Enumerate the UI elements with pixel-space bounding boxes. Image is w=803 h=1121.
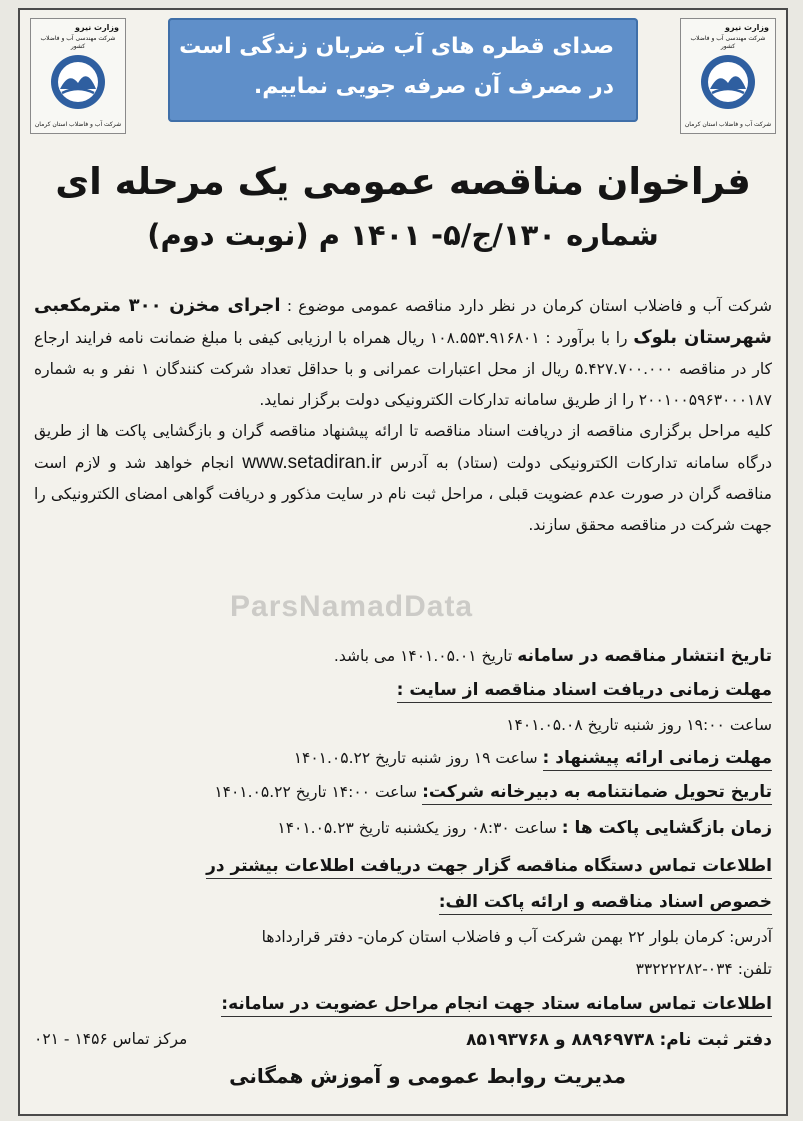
registration-office-phones: ۸۸۹۶۹۷۳۸ و ۸۵۱۹۳۷۶۸ — [466, 1030, 655, 1050]
registration-office-label: دفتر ثبت نام: — [659, 1030, 772, 1050]
slogan-line-2: در مصرف آن صرفه جویی نماییم. — [253, 74, 614, 99]
contact-address: آدرس: کرمان بلوار ۲۲ بهمن شرکت آب و فاضلاب استان کرمان- دفتر قراردادها — [261, 928, 772, 946]
docs-deadline-label-row — [34, 680, 772, 700]
setad-contact-heading: اطلاعات تماس سامانه ستاد جهت انجام مراحل عضویت در سامانه: — [221, 994, 772, 1017]
setad-contact-heading-row — [34, 994, 772, 1014]
phone-row — [34, 960, 772, 978]
contact-heading-row-1 — [34, 856, 772, 876]
offer-deadline-label: مهلت زمانی ارائه پیشنهاد : — [543, 748, 772, 771]
paragraph-procedure-intro: کلیه مراحل برگزاری مناقصه از دریافت اسناد مناقصه تا ارائه پیشنهاد مناقصه گران و بازگشایی پاکت ها از طریق درگاه سامانه تدارکات الکترونیکی دولت (ستاد) به آدرس — [34, 422, 772, 472]
slogan-line-1: صدای قطره های آب ضربان زندگی است — [179, 34, 614, 59]
contact-heading-row-2 — [34, 892, 772, 912]
call-center-number: مرکز تماس ۱۴۵۶ - ۰۲۱ — [34, 1030, 188, 1048]
opening-time-label: زمان بازگشایی پاکت ها : — [561, 818, 772, 838]
water-drop-emblem-icon — [699, 53, 757, 111]
opening-time-value: ساعت ۰۸:۳۰ روز یکشنبه تاریخ ۱۴۰۱.۰۵.۲۳ — [277, 819, 557, 837]
slogan-banner — [168, 18, 638, 122]
setad-website-link[interactable]: www.setadiran.ir — [242, 452, 382, 473]
contact-heading-line-1: اطلاعات تماس دستگاه مناقصه گزار جهت دریافت اطلاعات بیشتر در — [206, 856, 772, 879]
paragraph-procedure — [34, 416, 772, 541]
paragraph-subject — [34, 290, 772, 416]
guarantee-delivery-label: تاریخ تحویل ضمانتنامه به دبیرخانه شرکت: — [422, 782, 772, 805]
issuer-signature: مدیریت روابط عمومی و آموزش همگانی — [229, 1064, 626, 1088]
paragraph-procedure-details: انجام خواهد شد و لازم است مناقصه گران در صورت عدم عضویت قبلی ، مراحل ثبت نام در سایت مذکور و دریافت گواهی امضای الکترونیکی را جهت شرکت در مناقصه محقق سازند. — [34, 454, 772, 534]
logo-ministry-text: وزارت نیرو — [75, 23, 119, 32]
opening-time-row — [34, 818, 772, 838]
publish-date-row — [34, 646, 772, 666]
tender-notice — [18, 8, 788, 1116]
docs-deadline-value-row — [34, 716, 772, 734]
offer-deadline-value: ساعت ۱۹ روز شنبه تاریخ ۱۴۰۱.۰۵.۲۲ — [293, 749, 538, 767]
company-logo-left — [30, 18, 126, 134]
publisher-watermark: ParsNamadData — [230, 590, 474, 623]
logo-ministry-text: وزارت نیرو — [725, 23, 769, 32]
logo-province-text: شرکت آب و فاضلاب استان کرمان — [34, 121, 122, 128]
logo-company-text: شرکت مهندسی آب و فاضلاب کشور — [690, 35, 766, 50]
paragraph-subject-intro: شرکت آب و فاضلاب استان کرمان در نظر دارد مناقصه عمومی موضوع : — [286, 297, 772, 315]
contact-phone: تلفن: ۰۳۴-۳۳۲۲۲۲۸۲ — [635, 960, 772, 978]
company-logo-right — [680, 18, 776, 134]
guarantee-delivery-value: ساعت ۱۴:۰۰ تاریخ ۱۴۰۱.۰۵.۲۲ — [214, 783, 418, 801]
publish-date-value: تاریخ ۱۴۰۱.۰۵.۰۱ می باشد. — [333, 647, 513, 665]
guarantee-delivery-row — [34, 782, 772, 802]
docs-deadline-value: ساعت ۱۹:۰۰ روز شنبه تاریخ ۱۴۰۱.۰۵.۰۸ — [506, 716, 772, 734]
contact-heading-line-2: خصوص اسناد مناقصه و ارائه پاکت الف: — [439, 892, 772, 915]
paragraph-subject-details: را با برآورد : ۱۰۸.۵۵۳.۹۱۶۸۰۱ ریال همراه با ارزیابی کیفی با مبلغ ضمانت نامه فرایند ارجاع کار در مناقصه ۵.۴۲۷.۷۰۰.۰۰۰ ریال از محل اعتبارات عمرانی و با حداقل تعداد شرکت کنندگان ۱ نفر و به شماره ۲۰۰۱۰۰۵۹۶۳۰۰۰۱۸۷ را از طریق سامانه تدارکات الکترونیکی دولت برگزار نماید. — [34, 329, 772, 409]
logo-province-text: شرکت آب و فاضلاب استان کرمان — [684, 121, 772, 128]
tender-subject: اجرای مخزن ۳۰۰ مترمکعبی شهرستان بلوک — [34, 295, 772, 348]
notice-title: فراخوان مناقصه عمومی یک مرحله ای — [55, 160, 751, 203]
call-center-row — [34, 1030, 187, 1048]
address-row — [34, 928, 772, 946]
notice-body — [34, 290, 772, 541]
water-drop-emblem-icon — [49, 53, 107, 111]
logo-company-text: شرکت مهندسی آب و فاضلاب کشور — [40, 35, 116, 50]
notice-number: شماره ۱۳۰/ج/۵- ۱۴۰۱ م (نوبت دوم) — [147, 218, 659, 252]
publish-date-label: تاریخ انتشار مناقصه در سامانه — [517, 646, 772, 666]
docs-deadline-label: مهلت زمانی دریافت اسناد مناقصه از سایت : — [397, 680, 772, 703]
offer-deadline-row — [34, 748, 772, 768]
